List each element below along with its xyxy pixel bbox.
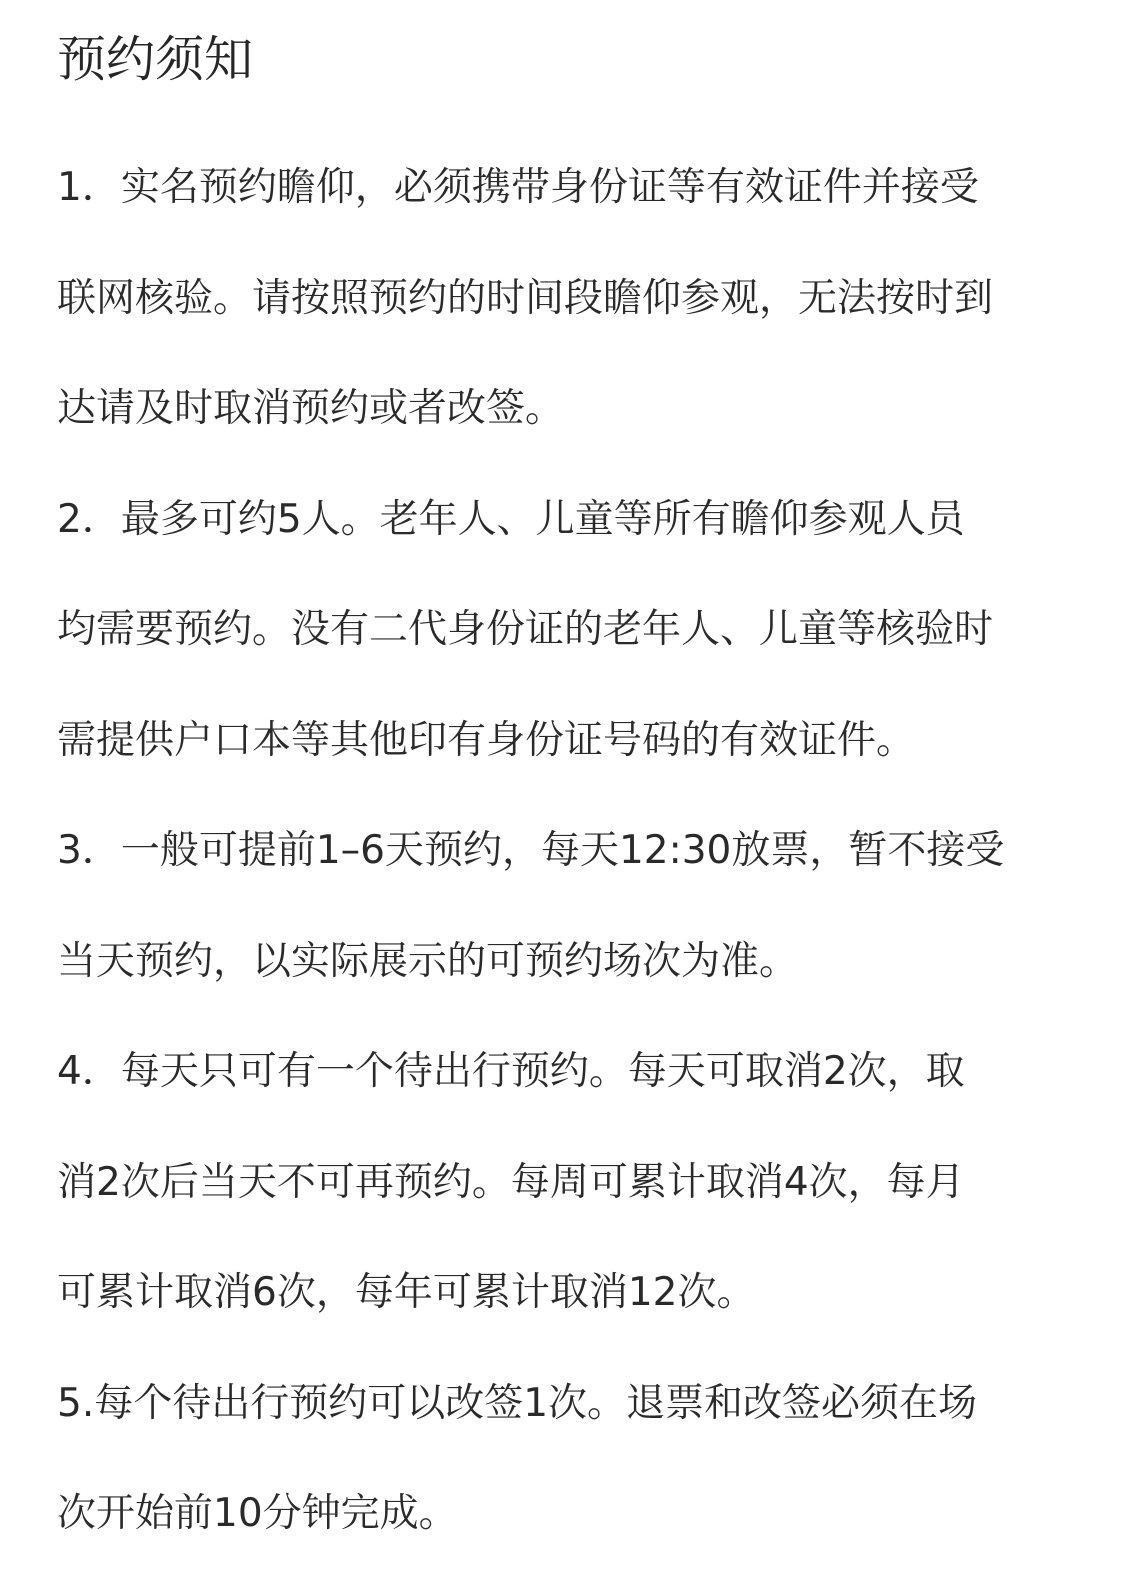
- notice-line: 1．实名预约瞻仰，必须携带身份证等有效证件并接受: [57, 165, 979, 210]
- notice-line: 联网核验。请按照预约的时间段瞻仰参观，无法按时到: [57, 276, 994, 321]
- notice-line: 需提供户口本等其他印有身份证号码的有效证件。: [57, 718, 916, 763]
- notice-line: 当天预约，以实际展示的可预约场次为准。: [57, 939, 799, 984]
- notice-line: 均需要预约。没有二代身份证的老年人、儿童等核验时: [57, 607, 994, 652]
- notice-line: 3．一般可提前1–6天预约，每天12:30放票，暂不接受: [57, 828, 1005, 873]
- notice-line: 达请及时取消预约或者改签。: [57, 386, 565, 431]
- notice-line: 2．最多可约5人。老年人、儿童等所有瞻仰参观人员: [57, 497, 965, 542]
- notice-line: 5.每个待出行预约可以改签1次。退票和改签必须在场: [57, 1381, 978, 1426]
- notice-line: 消2次后当天不可再预约。每周可累计取消4次，每月: [57, 1160, 965, 1205]
- page-title: 预约须知: [57, 31, 254, 88]
- notice-line: 4．每天只可有一个待出行预约。每天可取消2次，取: [57, 1049, 965, 1094]
- notice-line: 可累计取消6次，每年可累计取消12次。: [57, 1270, 756, 1315]
- notice-line: 次开始前10分钟完成。: [57, 1491, 458, 1536]
